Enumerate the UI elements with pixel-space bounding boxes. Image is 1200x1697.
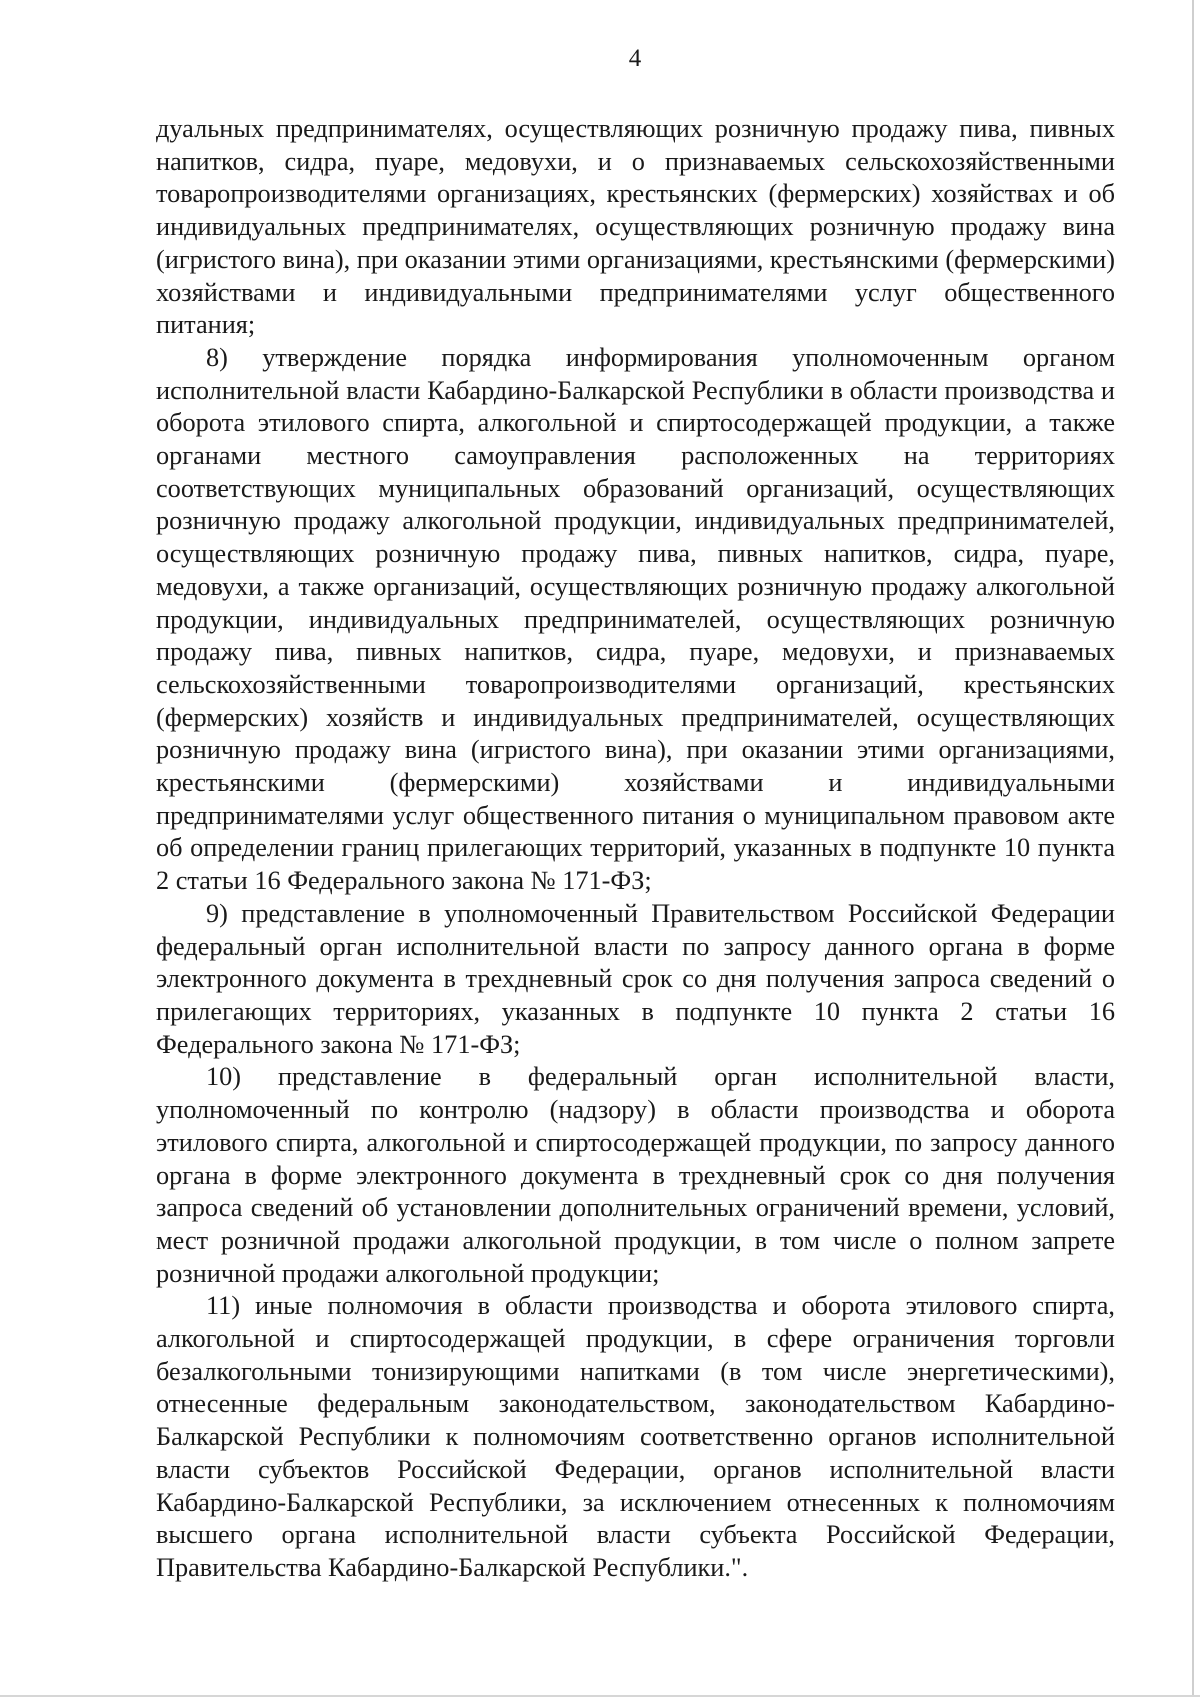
page-number: 4 <box>628 45 642 72</box>
paragraph-item-9: 9) представление в уполномоченный Правительством Российской Федерации федеральный орган исполнительной власти по запросу данного органа в форме электронного документа в трехдневный срок со дня получения запроса сведений о прилегающих территориях, указанных в подпункте 10 пункта 2 статьи 16 Федерального закона № 171-ФЗ; <box>156 898 1115 1059</box>
scan-edge-line <box>1192 0 1194 1697</box>
document-body <box>156 113 1115 1585</box>
paragraph-item-8: 8) утверждение порядка информирования уполномоченным органом исполнительной власти Кабардино-Балкарской Республики в области производства и оборота этилового спирта, алкогольной и спиртосодержащей продукции, а также органами местного самоуправления расположенных на территориях соответствующих муниципальных образований организаций, осуществляющих розничную продажу алкогольной продукции, индивидуальных предпринимателей, осуществляющих розничную продажу пива, пивных напитков, сидра, пуаре, медовухи, а также организаций, осуществляющих розничную продажу алкогольной продукции, индивидуальных предпринимателей, осуществляющих розничную продажу пива, пивных напитков, сидра, пуаре, медовухи, и признаваемых сельскохозяйственными товаропроизводителями организаций, крестьянских (фермерских) хозяйств и индивидуальных предпринимателей, осуществляющих розничную продажу вина (игристого вина), при оказании этими организациями, крестьянскими (фермерскими) хозяйствами и индивидуальными предпринимателями услуг общественного питания о муниципальном правовом акте об определении границ прилегающих территорий, указанных в подпункте 10 пункта 2 статьи 16 Федерального закона № 171-ФЗ; <box>156 342 1115 896</box>
paragraph-item-11: 11) иные полномочия в области производства и оборота этилового спирта, алкогольной и спиртосодержащей продукции, в сфере ограничения торговли безалкогольными тонизирующими напитками (в том числе энергетическими), отнесенные федеральным законодательством, законодательством Кабардино-Балкарской Республики к полномочиям соответственно органов исполнительной власти субъектов Российской Федерации, органов исполнительной власти Кабардино-Балкарской Республики, за исключением отнесенных к полномочиям высшего органа исполнительной власти субъекта Российской Федерации, Правительства Кабардино-Балкарской Республики.". <box>156 1291 1115 1582</box>
paragraph-item-10: 10) представление в федеральный орган исполнительной власти, уполномоченный по контролю (надзору) в области производства и оборота этилового спирта, алкогольной и спиртосодержащей продукции, по запросу данного органа в форме электронного документа в трехдневный срок со дня получения запроса сведений об установлении дополнительных ограничений времени, условий, мест розничной продажи алкогольной продукции, в том числе о полном запрете розничной продажи алкогольной продукции; <box>156 1062 1115 1288</box>
paragraph-continuation: дуальных предпринимателях, осуществляющих розничную продажу пива, пивных напитков, сидра, пуаре, медовухи, и о признаваемых сельскохозяйственными товаропроизводителями организациях, крестьянских (фермерских) хозяйствах и об индивидуальных предпринимателях, осуществляющих розничную продажу вина (игристого вина), при оказании этими организациями, крестьянскими (фермерскими) хозяйствами и индивидуальными предпринимателями услуг общественного питания; <box>156 114 1115 340</box>
